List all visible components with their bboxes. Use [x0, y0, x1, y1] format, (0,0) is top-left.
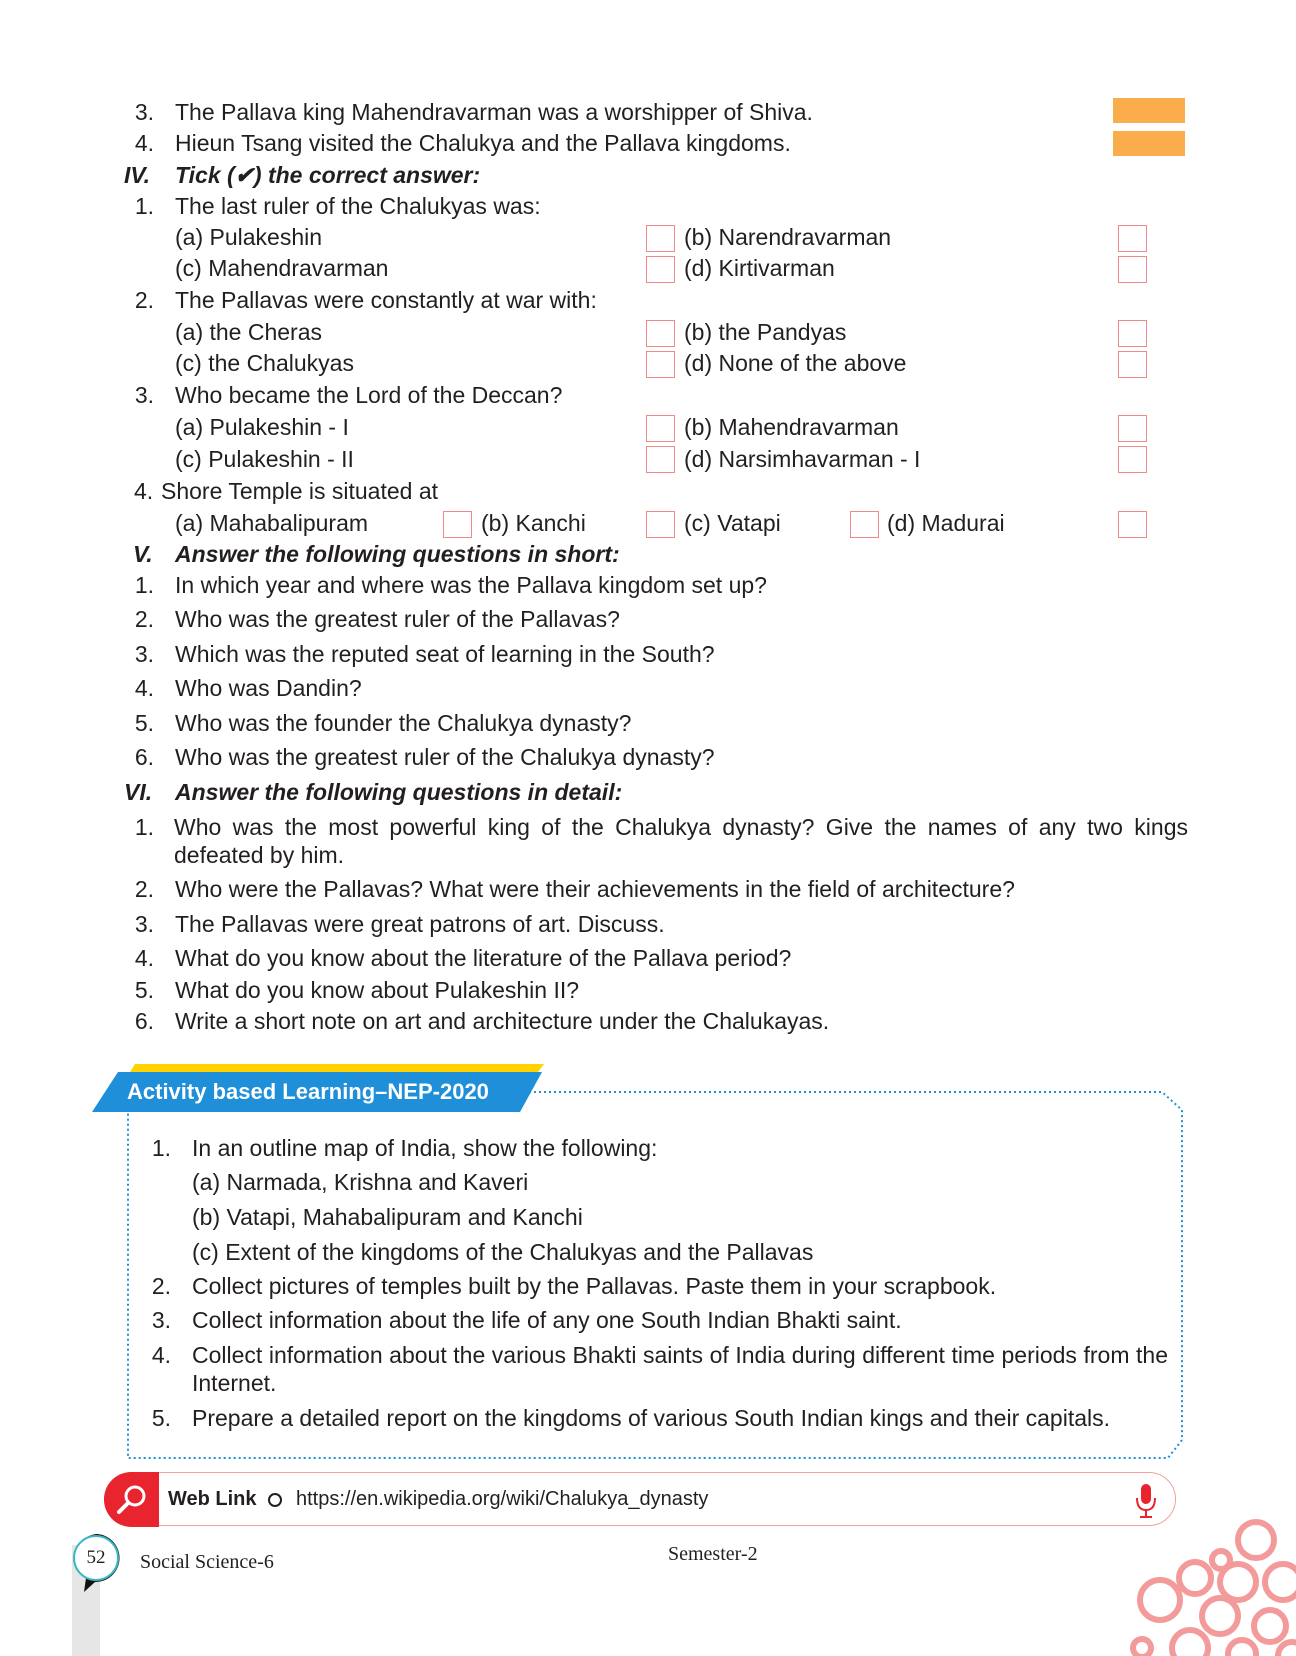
question-text: Who was the most powerful king of the Chalukya dynasty? Give the names of any two kings defeated by him.	[174, 814, 1188, 868]
question-number: 2.	[134, 876, 154, 902]
question-number: 2.	[134, 287, 154, 313]
question-number: 1.	[134, 572, 154, 598]
option-label: (c) the Chalukyas	[175, 350, 354, 376]
option-label: (d) None of the above	[684, 350, 907, 376]
question-text: The Pallavas were great patrons of art. Discuss.	[175, 911, 665, 937]
question-number: 6.	[134, 744, 154, 770]
question-text: Who was Dandin?	[175, 675, 362, 701]
activity-text: Collect information about the various Bhakti saints of India during different time periods from the Internet.	[192, 1342, 1168, 1396]
option-label: (b) Kanchi	[481, 510, 586, 536]
question-number: 3.	[134, 911, 154, 937]
question-number: 4.	[134, 675, 154, 701]
activity-subitem: (a) Narmada, Krishna and Kaveri	[192, 1169, 529, 1195]
option-label: (d) Narsimhavarman - I	[684, 446, 921, 472]
activity-number: 4.	[151, 1342, 171, 1368]
page-number: 52	[86, 1547, 106, 1568]
search-icon	[104, 1472, 159, 1527]
activity-title: Activity based Learning–NEP-2020	[127, 1079, 489, 1104]
question-text: Who were the Pallavas? What were their achievements in the field of architecture?	[175, 876, 1015, 902]
section-number: VI.	[124, 779, 153, 805]
question-text: In which year and where was the Pallava kingdom set up?	[175, 572, 767, 598]
question-text: The last ruler of the Chalukyas was:	[175, 193, 541, 219]
activity-text: Collect information about the life of any one South Indian Bhakti saint.	[192, 1307, 902, 1333]
option-label: (a) Pulakeshin	[175, 224, 323, 250]
activity-text: Prepare a detailed report on the kingdoms of various South Indian kings and their capitals.	[192, 1405, 1111, 1431]
option-label: (a) the Cheras	[175, 319, 323, 345]
activity-subitem: (c) Extent of the kingdoms of the Chalukyas and the Pallavas	[192, 1239, 814, 1265]
question-text: The Pallavas were constantly at war with:	[175, 287, 597, 313]
option-label: (c) Vatapi	[684, 510, 781, 536]
semester-label: Semester-2	[668, 1543, 758, 1565]
question-number: 3.	[134, 99, 154, 125]
question-number: 4.	[134, 945, 154, 971]
question-number: 1.	[134, 193, 154, 219]
option-label: (b) Narendravarman	[684, 224, 892, 250]
question-text: Write a short note on art and architecture under the Chalukayas.	[175, 1008, 830, 1034]
option-label: (c) Mahendravarman	[175, 255, 389, 281]
option-label: (c) Pulakeshin - II	[175, 446, 354, 472]
activity-number: 5.	[151, 1405, 171, 1431]
activity-subitem: (b) Vatapi, Mahabalipuram and Kanchi	[192, 1204, 583, 1230]
decorative-circles	[1120, 1516, 1296, 1656]
activity-text: In an outline map of India, show the following:	[192, 1135, 658, 1161]
question-number: 4.	[134, 478, 154, 504]
section-number: IV.	[124, 162, 151, 188]
weblink-url[interactable]: https://en.wikipedia.org/wiki/Chalukya_dynasty	[296, 1488, 709, 1510]
question-text: Who was the greatest ruler of the Chalukya dynasty?	[175, 744, 715, 770]
question-number: 6.	[134, 1008, 154, 1034]
option-label: (d) Madurai	[887, 510, 1005, 536]
section-title: Tick (✔) the correct answer:	[175, 162, 481, 188]
activity-text: Collect pictures of temples built by the Pallavas. Paste them in your scrapbook.	[192, 1273, 997, 1299]
question-text: Shore Temple is situated at	[161, 478, 439, 504]
option-label: (b) the Pandyas	[684, 319, 847, 345]
option-label: (b) Mahendravarman	[684, 414, 899, 440]
statement-text: Hieun Tsang visited the Chalukya and the Pallava kingdoms.	[175, 130, 791, 156]
microphone-icon[interactable]	[1134, 1482, 1158, 1520]
question-number: 3.	[134, 382, 154, 408]
question-text: What do you know about the literature of the Pallava period?	[175, 945, 792, 971]
section-title: Answer the following questions in short:	[175, 541, 620, 567]
question-number: 3.	[134, 641, 154, 667]
statement-text: The Pallava king Mahendravarman was a worshipper of Shiva.	[175, 99, 813, 125]
bullet-icon	[268, 1493, 282, 1507]
activity-number: 2.	[151, 1273, 171, 1299]
option-label: (a) Mahabalipuram	[175, 510, 369, 536]
question-number: 4.	[134, 130, 154, 156]
question-number: 2.	[134, 606, 154, 632]
activity-number: 3.	[151, 1307, 171, 1333]
question-text: Who was the founder the Chalukya dynasty?	[175, 710, 632, 736]
question-number: 1.	[134, 814, 154, 840]
question-number: 5.	[134, 710, 154, 736]
question-text: What do you know about Pulakeshin II?	[175, 977, 580, 1003]
activity-number: 1.	[151, 1135, 171, 1161]
question-text: Which was the reputed seat of learning in the South?	[175, 641, 715, 667]
weblink-search-badge	[104, 1472, 159, 1527]
option-label: (d) Kirtivarman	[684, 255, 835, 281]
question-text: Who was the greatest ruler of the Pallavas?	[175, 606, 620, 632]
section-title: Answer the following questions in detail:	[175, 779, 623, 805]
weblink-label: Web Link	[168, 1488, 257, 1510]
question-number: 5.	[134, 977, 154, 1003]
option-label: (a) Pulakeshin - I	[175, 414, 349, 440]
section-number: V.	[133, 541, 153, 567]
question-text: Who became the Lord of the Deccan?	[175, 382, 563, 408]
book-title: Social Science-6	[140, 1551, 274, 1573]
